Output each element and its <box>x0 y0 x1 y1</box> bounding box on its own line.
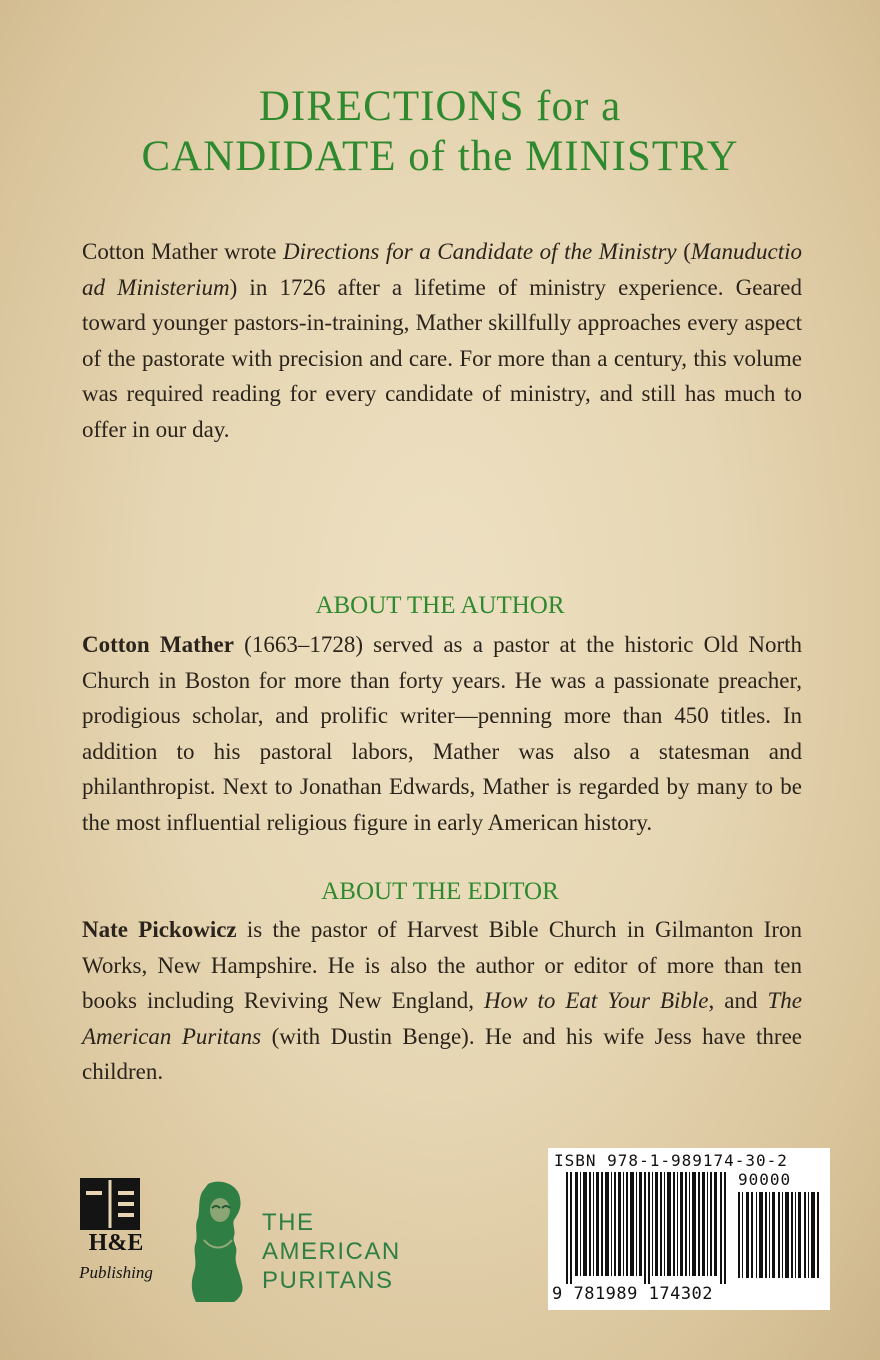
about-author-text <box>82 627 802 841</box>
about-editor-text <box>82 912 802 1090</box>
about-author-heading: ABOUT THE AUTHOR <box>315 592 565 619</box>
series-name <box>262 1208 401 1295</box>
puritan-portrait-icon <box>190 1180 248 1302</box>
editor-bio: (with Dustin Benge). He and his wife Jess have three children. <box>82 1023 802 1085</box>
editor-name: Nate Pickowicz <box>82 917 237 942</box>
about-editor-heading: ABOUT THE EDITOR <box>321 878 559 905</box>
series-line: THE <box>262 1209 315 1236</box>
editor-book-title: How to Eat Your Bible <box>484 988 709 1014</box>
editor-bio: , and <box>708 988 768 1014</box>
editor-bio: is the pastor of Harvest Bible Church in Gilmanton Iron Works, New Hampshire. He is also the author or editor of more than ten books including Reviving New England, <box>82 917 802 1014</box>
author-bio: (1663–1728) served as a pastor at the historic Old North Church in Boston for more than forty years. He was a passionate preacher, prodigious scholar, and prolific writer—penning more than 450 titles. In addition to his pastoral labors, Mather was also a statesman and philanthropist. Next to Jonathan Edwards, Mather is regarded by many to be the most influential religious figure in early American history. <box>82 632 802 835</box>
isbn-digits: 9 781989 174302 <box>552 1284 714 1304</box>
description-latin-title: Manuductio ad Ministerium <box>82 239 803 300</box>
isbn-label: ISBN 978-1-989174-30-2 <box>554 1151 788 1170</box>
series-line: PURITANS <box>262 1267 394 1294</box>
series-line: AMERICAN <box>262 1238 401 1265</box>
book-title-line-2: CANDIDATE of the MINISTRY <box>141 133 739 180</box>
book-title-line-1: DIRECTIONS for a <box>258 83 622 130</box>
description-text: Cotton Mather wrote <box>82 239 284 264</box>
publisher-sub: Publishing <box>79 1263 153 1282</box>
editor-book-title: The American Puritans <box>82 988 802 1049</box>
price-barcode-bars <box>738 1192 822 1278</box>
price-code: 90000 <box>738 1170 792 1189</box>
book-icon <box>80 1178 140 1230</box>
description-text: ( <box>676 239 691 264</box>
description-book-title: Directions for a Candidate of the Ministry <box>283 239 677 264</box>
author-name: Cotton Mather <box>82 632 234 657</box>
book-description <box>82 234 802 448</box>
barcode-bars <box>566 1172 730 1284</box>
publisher-name: H&E <box>88 1230 144 1256</box>
description-text: ) in 1726 after a lifetime of ministry experience. Geared toward younger pastors-in-training, Mather skillfully approaches every aspect of the pastorate with precision and care. For more than a century, this volume was required reading for every candidate of ministry, and still has much to offer in our day. <box>82 274 802 442</box>
isbn-barcode <box>548 1148 830 1310</box>
